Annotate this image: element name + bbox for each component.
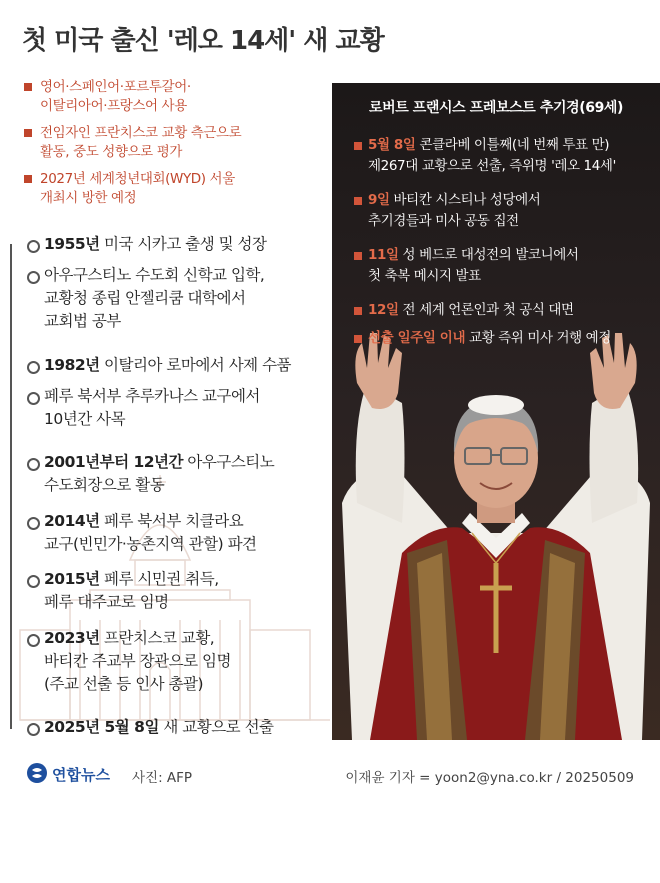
square-bullet-icon (24, 129, 32, 137)
event-date: 5월 8일 (368, 137, 416, 153)
timeline-detail: 페루 대주교로 임명 (44, 593, 169, 611)
timeline-detail: 교황청 종립 안젤리쿰 대학에서 교회법 공부 (44, 289, 246, 330)
timeline-item (44, 354, 291, 377)
timeline-line (10, 244, 12, 729)
timeline-item (44, 716, 274, 739)
event-text: 성 베드로 대성전의 발코니에서 첫 축복 메시지 발표 (368, 247, 579, 284)
event-text: 전 세계 언론인과 첫 공식 대면 (398, 302, 574, 318)
bullet-text: 전임자인 프란치스코 교황 측근으로 활동, 중도 성향으로 평가 (40, 125, 242, 160)
timeline-dot (27, 575, 40, 588)
timeline-text: 페루 북서부 추루카나스 교구에서 (44, 387, 260, 405)
timeline-dot (27, 392, 40, 405)
timeline-text: 페루 북서부 치클라요 (99, 512, 244, 530)
square-bullet-icon (354, 252, 362, 260)
timeline-detail: 교구(빈민가·농촌지역 관할) 파견 (44, 535, 257, 553)
bullet-text: 2027년 세계청년대회(WYD) 서울 개최시 방한 예정 (40, 171, 235, 206)
event-date: 11일 (368, 247, 399, 263)
timeline-dot (27, 240, 40, 253)
page-title: 첫 미국 출신 '레오 14세' 새 교황 (22, 26, 384, 56)
square-bullet-icon (354, 142, 362, 150)
summary-bullets (22, 78, 322, 216)
timeline-text: 이탈리아 로마에서 사제 수품 (99, 356, 292, 374)
timeline-year: 2025년 5월 8일 (44, 718, 159, 736)
timeline-item (44, 451, 274, 497)
timeline-dot (27, 271, 40, 284)
timeline-dot (27, 361, 40, 374)
timeline-dot (27, 634, 40, 647)
timeline-item (44, 627, 231, 696)
bullet-languages (22, 78, 322, 116)
timeline-text: 아우구스티노 (182, 453, 275, 471)
square-bullet-icon (24, 83, 32, 91)
square-bullet-icon (354, 307, 362, 315)
bullet-visit (22, 170, 322, 208)
timeline-dot (27, 723, 40, 736)
timeline-year: 1982년 (44, 356, 100, 374)
timeline-year: 2015년 (44, 570, 100, 588)
event-item (354, 245, 654, 287)
event-item (354, 328, 654, 349)
square-bullet-icon (354, 197, 362, 205)
pope-photo-panel (332, 83, 660, 740)
event-item (354, 190, 654, 232)
timeline-year: 1955년 (44, 235, 100, 253)
bullet-stance (22, 124, 322, 162)
timeline-item (44, 568, 219, 614)
timeline-year: 2001년부터 12년간 (44, 453, 183, 471)
timeline-dot (27, 458, 40, 471)
timeline-dot (27, 517, 40, 530)
timeline-text: 페루 시민권 취득, (99, 570, 219, 588)
event-item (354, 135, 654, 177)
event-text: 콘클라베 이틀째(네 번째 투표 만) 제267대 교황으로 선출, 즉위명 '레오 14세' (368, 137, 616, 174)
timeline-text: 미국 시카고 출생 및 성장 (99, 235, 267, 253)
bullet-text: 영어·스페인어·포르투갈어· 이탈리아어·프랑스어 사용 (40, 79, 191, 114)
square-bullet-icon (24, 175, 32, 183)
timeline-detail: 10년간 사목 (44, 410, 126, 428)
timeline-text: 프란치스코 교황, (99, 629, 215, 647)
timeline-year: 2014년 (44, 512, 100, 530)
timeline-item (44, 510, 257, 556)
yonhap-logo-icon (26, 762, 48, 784)
event-text: 교황 즉위 미사 거행 예정 (465, 330, 611, 346)
event-item (354, 300, 654, 321)
pope-photo (332, 83, 660, 740)
timeline-item (44, 385, 260, 431)
timeline-text: 새 교황으로 선출 (158, 718, 274, 736)
event-date: 12일 (368, 302, 399, 318)
timeline-detail: 바티칸 주교부 장관으로 임명 (주교 선출 등 인사 총괄) (44, 652, 231, 693)
footer (0, 752, 660, 802)
event-date: 선출 일주일 이내 (368, 330, 466, 346)
timeline-item (44, 264, 264, 333)
reporter-credit: 이재윤 기자 = yoon2@yna.co.kr / 20250509 (345, 770, 634, 786)
logo-text: 연합뉴스 (52, 766, 110, 784)
event-text: 바티칸 시스티나 성당에서 추기경들과 미사 공동 집전 (368, 192, 541, 229)
timeline-text: 아우구스티노 수도회 신학교 입학, (44, 266, 265, 284)
event-date: 9일 (368, 192, 390, 208)
timeline-detail: 수도회장으로 활동 (44, 476, 165, 494)
photo-source: 사진: AFP (132, 770, 193, 786)
timeline-year: 2023년 (44, 629, 100, 647)
cardinal-heading: 로버트 프랜시스 프레보스트 추기경(69세) (368, 100, 624, 116)
timeline-item (44, 233, 267, 256)
square-bullet-icon (354, 335, 362, 343)
